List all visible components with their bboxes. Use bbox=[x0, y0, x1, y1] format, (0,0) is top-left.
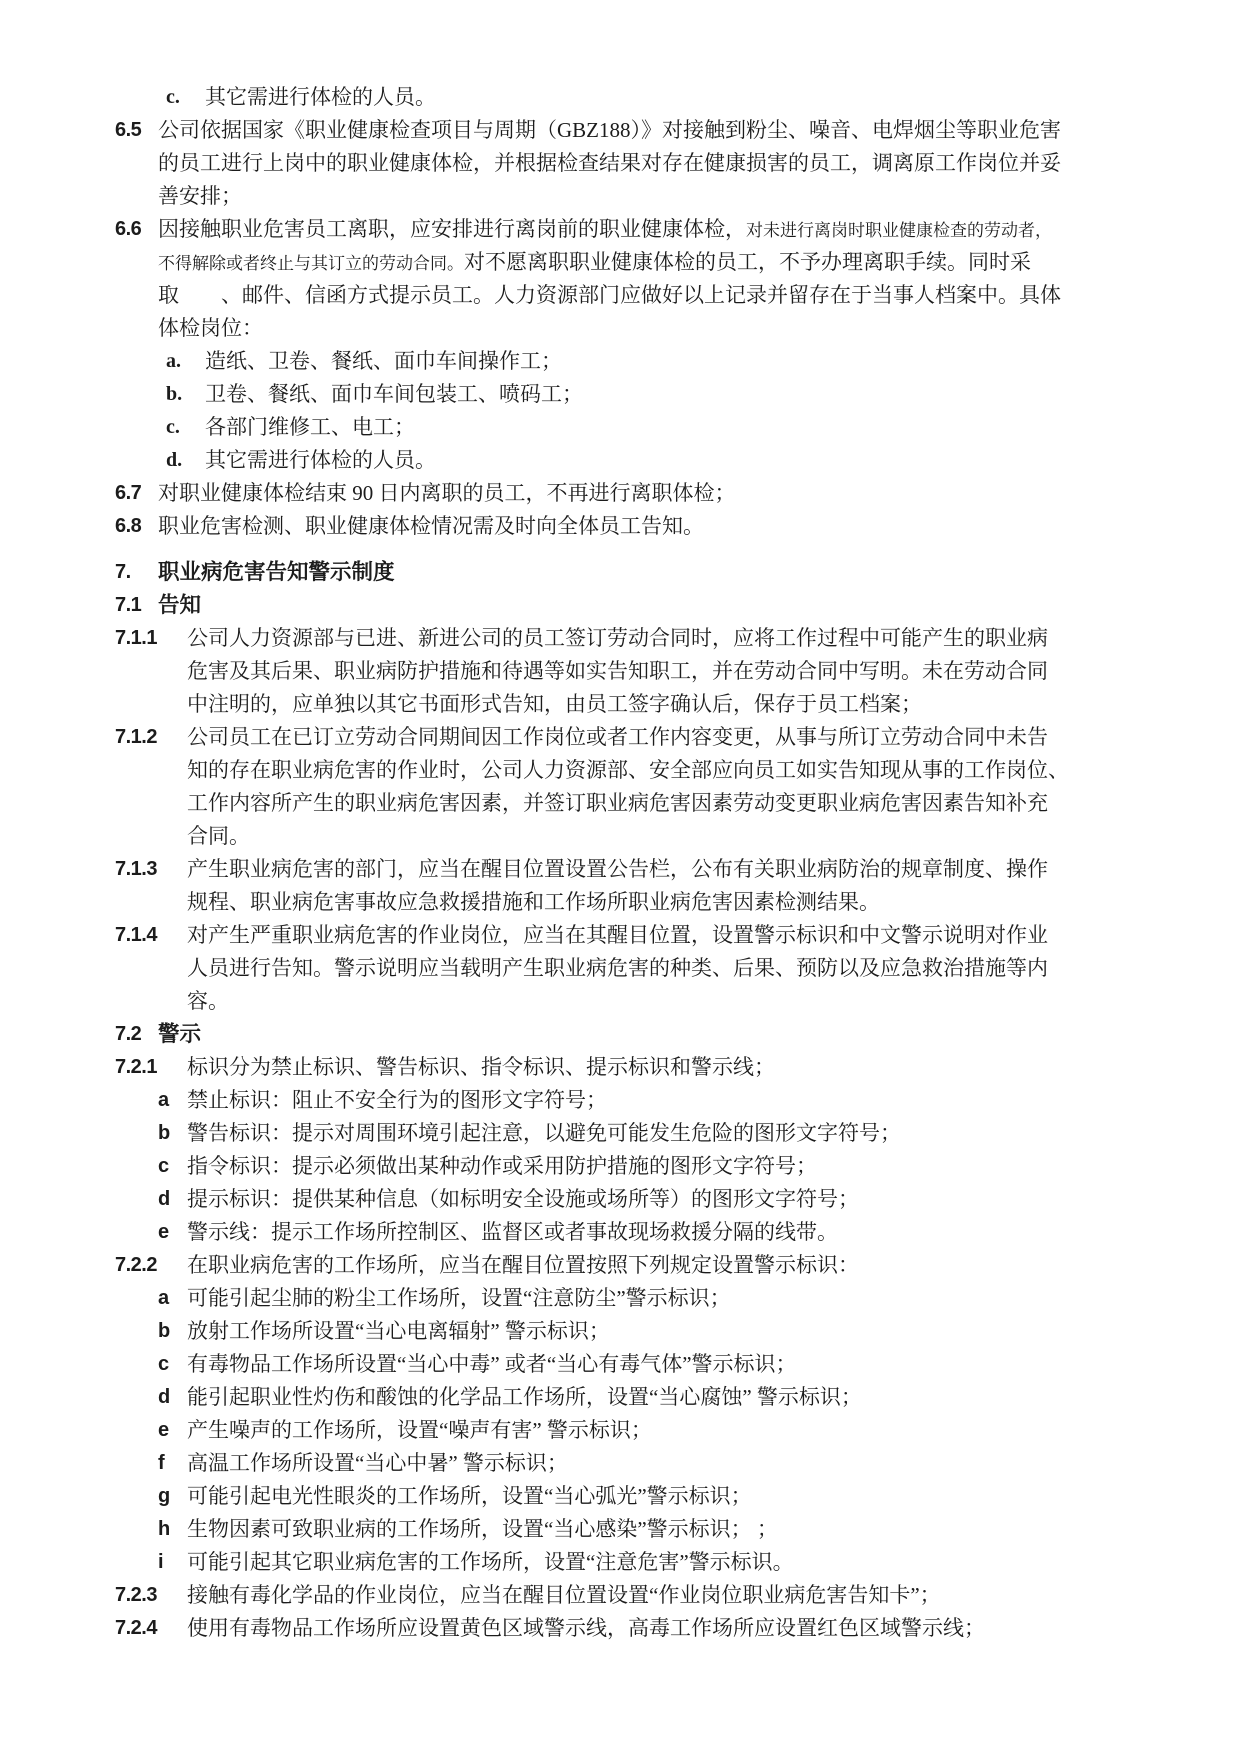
item-body bbox=[205, 411, 1137, 444]
list-marker: h bbox=[158, 1518, 171, 1540]
list-marker: e bbox=[158, 1419, 170, 1441]
item-body bbox=[187, 622, 1137, 721]
text-line: 警示线：提示工作场所控制区、监督区或者事故现场救援分隔的线带。 bbox=[187, 1220, 838, 1244]
item-body bbox=[205, 345, 1137, 378]
text-line: 合同。 bbox=[187, 824, 250, 848]
text-line bbox=[158, 279, 1137, 312]
text-line: 可能引起尘肺的粉尘工作场所，设置“注意防尘”警示标识； bbox=[187, 1286, 731, 1310]
item-6-8 bbox=[115, 510, 1137, 543]
text-line: 公司依据国家《职业健康检查项目与周期（GBZ188）》对接触到粉尘、噪音、电焊烟尘等职业危害 bbox=[158, 118, 1061, 142]
text-line: 使用有毒物品工作场所应设置黄色区域警示线，高毒工作场所应设置红色区域警示线； bbox=[187, 1616, 985, 1640]
item-number: 7.2.2 bbox=[115, 1254, 157, 1276]
item-number: 6.7 bbox=[115, 482, 142, 504]
list-item-c bbox=[166, 81, 1137, 114]
text-line: 产生职业病危害的部门，应当在醒目位置设置公告栏，公布有关职业病防治的规章制度、操作 bbox=[187, 857, 1048, 881]
text-line: 知的存在职业病危害的作业时，公司人力资源部、安全部应向员工如实告知现从事的工作岗位、 bbox=[187, 758, 1069, 782]
item-number: 7.1.4 bbox=[115, 924, 157, 946]
list-item-i bbox=[158, 1546, 1137, 1579]
item-body bbox=[187, 1546, 1137, 1579]
text-line: 能引起职业性灼伤和酸蚀的化学品工作场所，设置“当心腐蚀” 警示标识； bbox=[187, 1385, 862, 1409]
item-body bbox=[187, 721, 1137, 853]
item-6-6 bbox=[115, 213, 1137, 345]
text-line: 警示 bbox=[158, 1022, 202, 1046]
item-7-2-2 bbox=[115, 1249, 1137, 1282]
text-line: 对产生严重职业病危害的作业岗位，应当在其醒目位置，设置警示标识和中文警示说明对作业 bbox=[187, 923, 1048, 947]
item-6-7 bbox=[115, 477, 1137, 510]
item-6-5 bbox=[115, 114, 1137, 213]
item-body bbox=[187, 1084, 1137, 1117]
item-body bbox=[187, 1348, 1137, 1381]
item-number: 7.1.1 bbox=[115, 627, 157, 649]
list-item-g bbox=[158, 1480, 1137, 1513]
item-7-1 bbox=[115, 589, 1137, 622]
text-line: 的员工进行上岗中的职业健康体检，并根据检查结果对存在健康损害的员工，调离原工作岗位并妥 bbox=[158, 151, 1061, 175]
list-item-b bbox=[158, 1117, 1137, 1150]
list-marker: f bbox=[158, 1452, 165, 1474]
item-body bbox=[187, 1249, 1137, 1282]
list-item-c bbox=[158, 1150, 1137, 1183]
text-line: 规程、职业病危害事故应急救援措施和工作场所职业病危害因素检测结果。 bbox=[187, 890, 880, 914]
list-item-c bbox=[158, 1348, 1137, 1381]
list-marker: c. bbox=[166, 86, 180, 108]
heading-text bbox=[158, 1018, 1137, 1051]
text-line bbox=[158, 246, 1137, 279]
list-marker: a bbox=[158, 1287, 170, 1309]
text-segment-small: 对未进行离岗时职业健康检查的劳动者， bbox=[746, 221, 1052, 240]
item-body bbox=[187, 1612, 1137, 1645]
item-number: 7.1 bbox=[115, 594, 142, 616]
text-line: 标识分为禁止标识、警告标识、指令标识、提示标识和警示线； bbox=[187, 1055, 775, 1079]
list-marker: c bbox=[158, 1353, 170, 1375]
item-7-2-3 bbox=[115, 1579, 1137, 1612]
text-segment: 对不愿离职职业健康体检的员工，不予办理离职手续。同时采 bbox=[464, 250, 1031, 274]
text-line: 高温工作场所设置“当心中暑” 警示标识； bbox=[187, 1451, 568, 1475]
item-body bbox=[205, 444, 1137, 477]
item-body bbox=[158, 510, 1137, 543]
list-item-b bbox=[166, 378, 1137, 411]
item-7-2-1 bbox=[115, 1051, 1137, 1084]
list-item-a bbox=[158, 1282, 1137, 1315]
text-line: 生物因素可致职业病的工作场所，设置“当心感染”警示标识； ； bbox=[187, 1517, 778, 1541]
item-number: 6.5 bbox=[115, 119, 142, 141]
text-segment: 因接触职业危害员工离职，应安排进行离岗前的职业健康体检， bbox=[158, 217, 746, 241]
text-line: 指令标识：提示必须做出某种动作或采用防护措施的图形文字符号； bbox=[187, 1154, 817, 1178]
text-line bbox=[158, 312, 1137, 345]
list-marker: b bbox=[158, 1320, 171, 1342]
list-marker: d. bbox=[166, 449, 183, 471]
list-item-a bbox=[166, 345, 1137, 378]
item-number: 7.1.3 bbox=[115, 858, 157, 880]
text-line: 有毒物品工作场所设置“当心中毒” 或者“当心有毒气体”警示标识； bbox=[187, 1352, 797, 1376]
item-body bbox=[158, 114, 1137, 213]
item-body bbox=[187, 1513, 1137, 1546]
item-body bbox=[205, 81, 1137, 114]
text-segment: 取 、邮件、信函方式提示员工。人力资源部门应做好以上记录并留存在于当事人档案中。具体 bbox=[158, 283, 1061, 307]
text-line: 危害及其后果、职业病防护措施和待遇等如实告知职工，并在劳动合同中写明。未在劳动合同 bbox=[187, 659, 1048, 683]
document-content bbox=[115, 81, 1137, 1645]
text-line: 人员进行告知。警示说明应当载明产生职业病危害的种类、后果、预防以及应急救治措施等内 bbox=[187, 956, 1048, 980]
item-body bbox=[187, 1480, 1137, 1513]
text-line: 可能引起电光性眼炎的工作场所，设置“当心弧光”警示标识； bbox=[187, 1484, 752, 1508]
list-marker: d bbox=[158, 1188, 171, 1210]
text-line bbox=[158, 213, 1137, 246]
list-item-c bbox=[166, 411, 1137, 444]
text-line: 卫卷、餐纸、面巾车间包装工、喷码工； bbox=[205, 382, 583, 406]
item-number: 7. bbox=[115, 561, 131, 583]
item-body bbox=[158, 477, 1137, 510]
text-line: 对职业健康体检结束 90 日内离职的员工，不再进行离职体检； bbox=[158, 481, 736, 505]
list-item-d bbox=[158, 1183, 1137, 1216]
text-line: 在职业病危害的工作场所，应当在醒目位置按照下列规定设置警示标识： bbox=[187, 1253, 859, 1277]
text-line: 公司人力资源部与已进、新进公司的员工签订劳动合同时，应将工作过程中可能产生的职业病 bbox=[187, 626, 1048, 650]
list-item-e bbox=[158, 1216, 1137, 1249]
text-line: 接触有毒化学品的作业岗位，应当在醒目位置设置“作业岗位职业病危害告知卡”； bbox=[187, 1583, 941, 1607]
item-number: 6.8 bbox=[115, 515, 142, 537]
item-body bbox=[205, 378, 1137, 411]
list-marker: c. bbox=[166, 416, 180, 438]
item-7-1-2 bbox=[115, 721, 1137, 853]
item-number: 7.2 bbox=[115, 1023, 142, 1045]
text-line: 中注明的，应单独以其它书面形式告知，由员工签字确认后，保存于员工档案； bbox=[187, 692, 922, 716]
item-number: 7.2.3 bbox=[115, 1584, 157, 1606]
text-line: 善安排； bbox=[158, 184, 242, 208]
item-7-1-1 bbox=[115, 622, 1137, 721]
item-body bbox=[158, 213, 1137, 345]
item-body bbox=[187, 919, 1137, 1018]
list-marker: a. bbox=[166, 350, 181, 372]
text-line: 职业病危害告知警示制度 bbox=[158, 560, 395, 584]
text-line: 可能引起其它职业病危害的工作场所，设置“注意危害”警示标识。 bbox=[187, 1550, 794, 1574]
item-number: 7.2.4 bbox=[115, 1617, 157, 1639]
text-line: 其它需进行体检的人员。 bbox=[205, 85, 436, 109]
list-item-a bbox=[158, 1084, 1137, 1117]
item-body bbox=[187, 1117, 1137, 1150]
item-body bbox=[187, 1579, 1137, 1612]
text-line: 告知 bbox=[158, 593, 202, 617]
item-7 bbox=[115, 556, 1137, 589]
list-item-b bbox=[158, 1315, 1137, 1348]
item-7-2-4 bbox=[115, 1612, 1137, 1645]
text-line: 工作内容所产生的职业病危害因素，并签订职业病危害因素劳动变更职业病危害因素告知补充 bbox=[187, 791, 1048, 815]
text-line: 禁止标识：阻止不安全行为的图形文字符号； bbox=[187, 1088, 607, 1112]
item-number: 7.1.2 bbox=[115, 726, 157, 748]
list-marker: b bbox=[158, 1122, 171, 1144]
item-number: 7.2.1 bbox=[115, 1056, 157, 1078]
item-body bbox=[187, 1051, 1137, 1084]
item-body bbox=[187, 1150, 1137, 1183]
list-marker: b. bbox=[166, 383, 183, 405]
list-marker: a bbox=[158, 1089, 170, 1111]
list-marker: g bbox=[158, 1485, 171, 1507]
text-line: 产生噪声的工作场所，设置“噪声有害” 警示标识； bbox=[187, 1418, 652, 1442]
item-body bbox=[187, 1183, 1137, 1216]
list-marker: e bbox=[158, 1221, 170, 1243]
list-marker: c bbox=[158, 1155, 170, 1177]
item-body bbox=[187, 1282, 1137, 1315]
heading-text bbox=[158, 589, 1137, 622]
list-marker: i bbox=[158, 1551, 164, 1573]
text-line: 职业危害检测、职业健康体检情况需及时向全体员工告知。 bbox=[158, 514, 704, 538]
heading-text bbox=[158, 556, 1137, 589]
item-number: 6.6 bbox=[115, 218, 142, 240]
item-body bbox=[187, 853, 1137, 919]
item-body bbox=[187, 1216, 1137, 1249]
item-body bbox=[187, 1381, 1137, 1414]
item-body bbox=[187, 1315, 1137, 1348]
text-line: 公司员工在已订立劳动合同期间因工作岗位或者工作内容变更，从事与所订立劳动合同中未告 bbox=[187, 725, 1048, 749]
text-segment: 体检岗位： bbox=[158, 316, 263, 340]
item-7-1-3 bbox=[115, 853, 1137, 919]
list-item-h bbox=[158, 1513, 1137, 1546]
text-line: 警告标识：提示对周围环境引起注意，以避免可能发生危险的图形文字符号； bbox=[187, 1121, 901, 1145]
item-7-2 bbox=[115, 1018, 1137, 1051]
text-line: 容。 bbox=[187, 989, 229, 1013]
list-item-f bbox=[158, 1447, 1137, 1480]
list-marker: d bbox=[158, 1386, 171, 1408]
text-segment-small: 不得解除或者终止与其订立的劳动合同。 bbox=[158, 254, 464, 273]
list-item-d bbox=[158, 1381, 1137, 1414]
list-item-d bbox=[166, 444, 1137, 477]
item-body bbox=[187, 1447, 1137, 1480]
text-line: 各部门维修工、电工； bbox=[205, 415, 415, 439]
text-line: 造纸、卫卷、餐纸、面巾车间操作工； bbox=[205, 349, 562, 373]
item-7-1-4 bbox=[115, 919, 1137, 1018]
text-line: 提示标识：提供某种信息（如标明安全设施或场所等）的图形文字符号； bbox=[187, 1187, 859, 1211]
text-line: 其它需进行体检的人员。 bbox=[205, 448, 436, 472]
item-body bbox=[187, 1414, 1137, 1447]
list-item-e bbox=[158, 1414, 1137, 1447]
text-line: 放射工作场所设置“当心电离辐射” 警示标识； bbox=[187, 1319, 610, 1343]
